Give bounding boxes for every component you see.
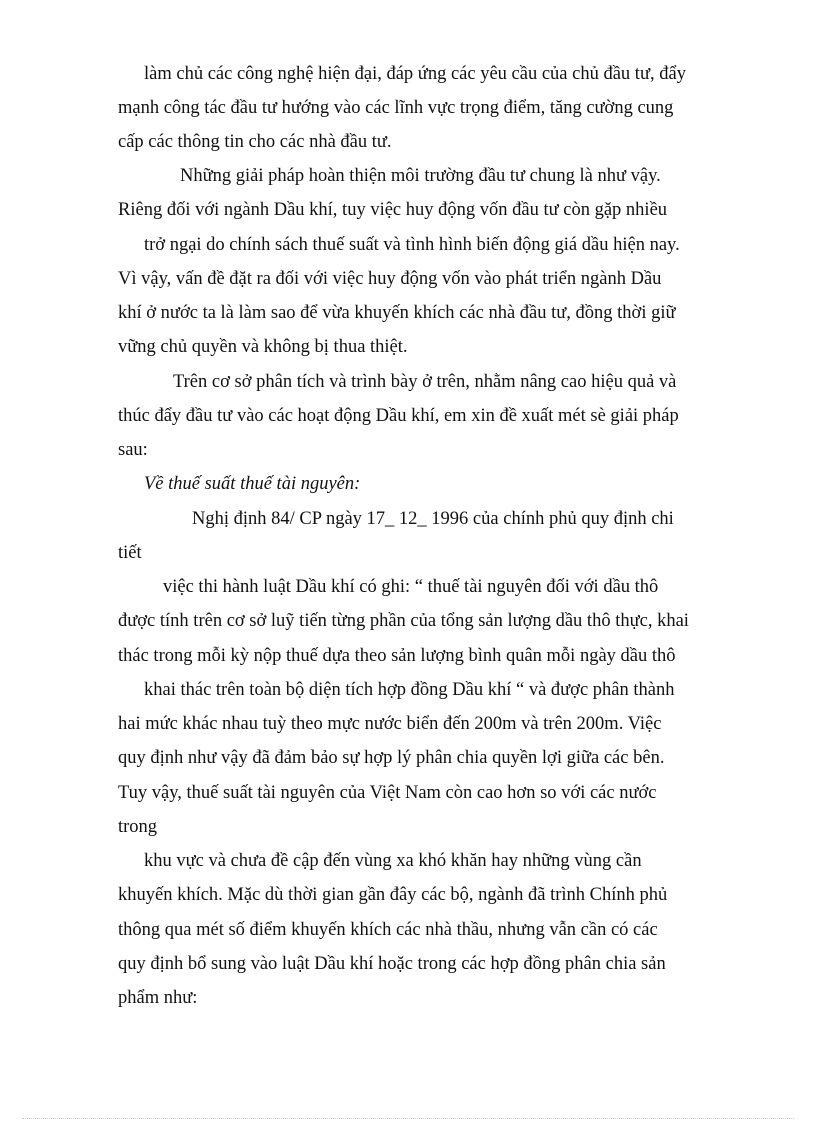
page-footer-rule: [22, 1118, 794, 1119]
text-line: Riêng đối với ngành Dầu khí, tuy việc huy động vốn đầu tư còn gặp nhiều: [118, 200, 668, 220]
text-line: Những giải pháp hoàn thiện môi trường đầu tư chung là như vậy.: [180, 166, 661, 186]
text-line: quy định như vậy đã đảm bảo sự hợp lý phân chia quyền lợi giữa các bên.: [118, 748, 665, 768]
text-line: Tuy vậy, thuế suất tài nguyên của Việt Nam còn cao hơn so với các nước: [118, 783, 657, 803]
text-line: khí ở nước ta là làm sao để vừa khuyến khích các nhà đầu tư, đồng thời giữ: [118, 303, 676, 323]
text-line: trở ngại do chính sách thuế suất và tình hình biến động giá dầu hiện nay.: [144, 235, 680, 255]
text-line: cấp các thông tin cho các nhà đầu tư.: [118, 132, 392, 152]
text-line: vững chủ quyền và không bị thua thiệt.: [118, 337, 408, 357]
text-line: sau:: [118, 440, 148, 460]
text-line: Vì vậy, vấn đề đặt ra đối với việc huy động vốn vào phát triển ngành Dầu: [118, 269, 662, 289]
text-line: khu vực và chưa đề cập đến vùng xa khó khăn hay những vùng cần: [144, 851, 642, 871]
text-line: mạnh công tác đầu tư hướng vào các lĩnh vực trọng điểm, tăng cường cung: [118, 98, 674, 118]
text-line: phẩm như:: [118, 988, 198, 1008]
section-heading: Về thuế suất thuế tài nguyên:: [144, 474, 361, 494]
text-line: được tính trên cơ sở luỹ tiến từng phần của tổng sản lượng dầu thô thực, khai: [118, 611, 689, 631]
text-line: khai thác trên toàn bộ diện tích hợp đồng Dầu khí “ và được phân thành: [144, 680, 675, 700]
text-line: Trên cơ sở phân tích và trình bày ở trên, nhằm nâng cao hiệu quả và: [173, 372, 677, 392]
text-line: thác trong mỗi kỳ nộp thuế dựa theo sản lượng bình quân mỗi ngày dầu thô: [118, 646, 676, 666]
text-line: Nghị định 84/ CP ngày 17_ 12_ 1996 của chính phủ quy định chi: [192, 509, 674, 529]
text-line: làm chủ các công nghệ hiện đại, đáp ứng các yêu cầu của chủ đầu tư, đẩy: [144, 64, 686, 84]
text-line: thúc đẩy đầu tư vào các hoạt động Dầu khí, em xin đề xuất mét sè giải pháp: [118, 406, 679, 426]
text-line: việc thi hành luật Dầu khí có ghi: “ thuế tài nguyên đối với dầu thô: [163, 577, 659, 597]
text-line: khuyến khích. Mặc dù thời gian gần đây các bộ, ngành đã trình Chính phủ: [118, 885, 668, 905]
text-line: hai mức khác nhau tuỳ theo mực nước biển đến 200m và trên 200m. Việc: [118, 714, 662, 734]
text-line: tiết: [118, 543, 142, 563]
text-line: quy định bổ sung vào luật Dầu khí hoặc trong các hợp đồng phân chia sản: [118, 954, 666, 974]
text-line: trong: [118, 817, 158, 837]
text-line: thông qua mét số điểm khuyến khích các nhà thầu, nhưng vẫn cần có các: [118, 920, 658, 940]
